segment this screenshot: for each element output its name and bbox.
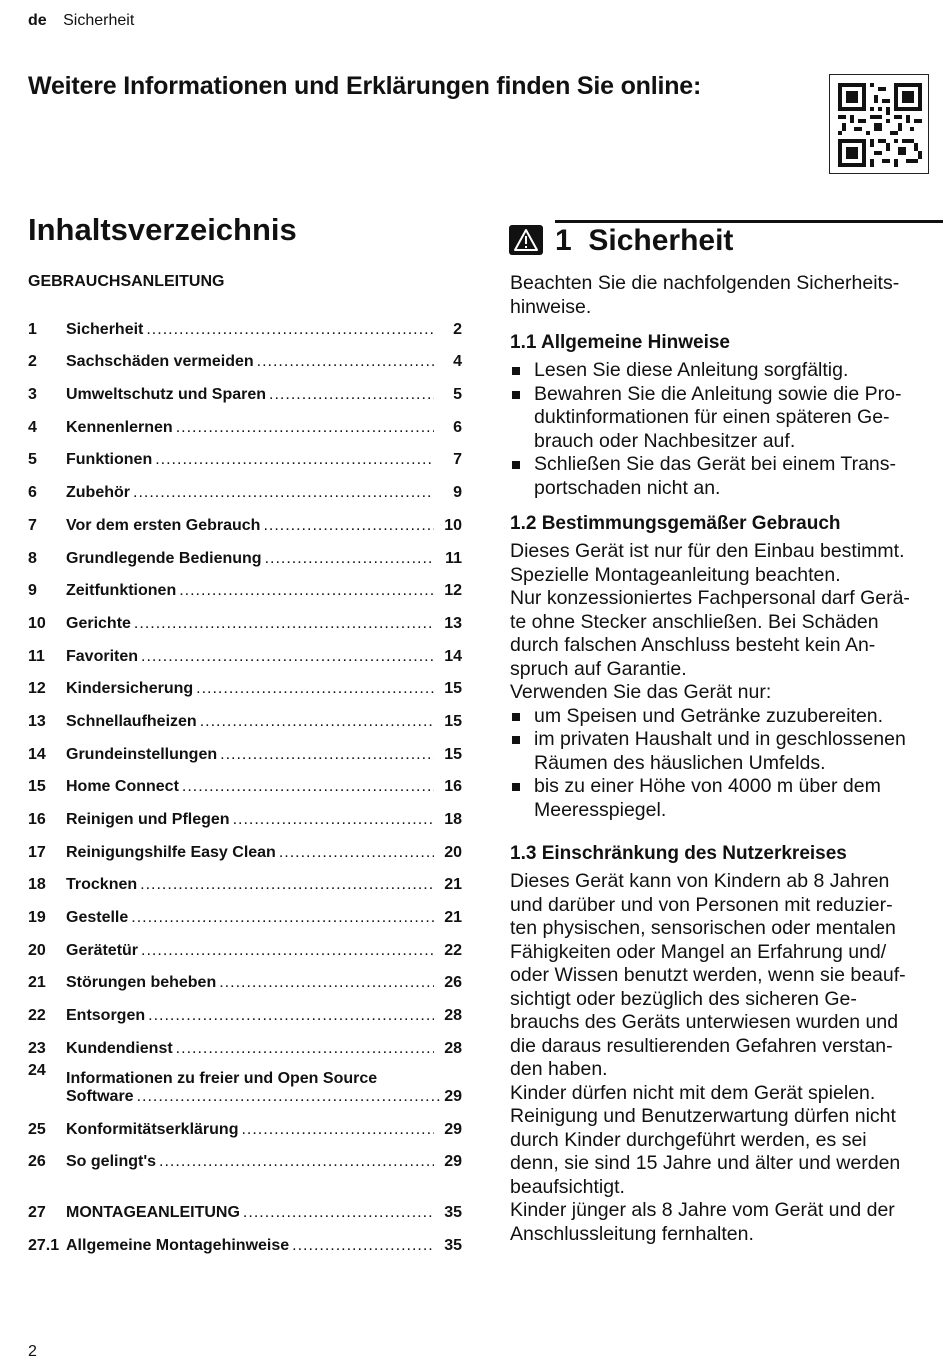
toc-entry[interactable] [28, 1222, 462, 1255]
toc-entry[interactable] [28, 764, 462, 797]
toc-entry-number: 27.1 [28, 1236, 60, 1254]
toc-entry-page: 6 [453, 418, 462, 436]
toc-entry[interactable] [28, 502, 462, 535]
toc-entry-number: 10 [28, 614, 46, 632]
toc-entry-page: 9 [453, 484, 462, 502]
toc-entry-page: 15 [444, 712, 462, 730]
toc-entry[interactable] [28, 1139, 462, 1172]
toc-entry-title: Zeitfunktionen [66, 582, 177, 600]
toc-entry-number: 5 [28, 451, 37, 469]
toc-entry-title: Grundeinstellungen [66, 745, 218, 763]
toc-entry-number: 16 [28, 811, 46, 828]
toc-leader-dots [176, 419, 434, 437]
toc-entry-title: Schnellaufheizen [66, 712, 197, 730]
toc-leader-dots [134, 615, 434, 633]
toc-entry-title: Sachschäden vermeiden [66, 353, 254, 371]
toc-entry-title-continued: Software [66, 1087, 134, 1105]
toc-entry-title: Trocknen [66, 876, 138, 894]
page-header [28, 12, 134, 30]
toc-entry-number: 8 [28, 549, 37, 567]
toc-entry-title: Störungen beheben [66, 974, 217, 992]
toc-entry-title: Gestelle [66, 909, 129, 927]
toc-leader-dots [141, 648, 434, 666]
paragraph: Nur konzessioniertes Fachpersonal darf Gerä- te ohne Stecker anschließen. Bei Schäden durch falschen Anschluss besteht kein An- spruch auf Garantie. [510, 587, 910, 680]
toc-entry[interactable] [28, 600, 462, 633]
toc-leader-dots [265, 550, 434, 568]
table-of-contents [28, 306, 462, 1255]
toc-entry[interactable] [28, 633, 462, 666]
subsection-title: 1.1 Allgemeine Hinweise [510, 332, 730, 353]
toc-leader-dots [196, 680, 434, 698]
toc-leader-dots [133, 484, 434, 502]
list-item: bis zu einer Höhe von 4000 m über dem Meeresspiegel. [510, 775, 940, 822]
paragraph: Dieses Gerät ist nur für den Einbau bestimmt. Spezielle Montageanleitung beachten. [510, 540, 905, 586]
toc-leader-dots [257, 353, 434, 371]
toc-entry-title: Reinigungshilfe Easy Clean [66, 843, 276, 861]
toc-leader-dots [137, 1088, 440, 1106]
toc-leader-dots [220, 746, 434, 764]
toc-entry-title: Funktionen [66, 451, 153, 469]
toc-entry-number: 17 [28, 843, 46, 861]
toc-leader-dots [263, 517, 434, 535]
toc-leader-dots [131, 909, 434, 927]
toc-entry[interactable] [28, 1025, 462, 1058]
toc-entry-number: 22 [28, 1007, 46, 1025]
toc-entry-page: 14 [444, 647, 462, 665]
toc-entry-title: Favoriten [66, 647, 139, 665]
list-item: Lesen Sie diese Anleitung sorgfältig. [510, 359, 940, 383]
toc-entry-page: 18 [444, 811, 462, 828]
toc-entry-number: 19 [28, 909, 46, 927]
toc-entry-page: 22 [444, 941, 462, 959]
warning-icon [509, 225, 543, 255]
toc-entry-title: So gelingt's [66, 1153, 157, 1171]
toc-entry-number: 9 [28, 582, 37, 600]
list-item: Bewahren Sie die Anleitung sowie die Pro- duktinformationen für einen späteren Ge- brauch oder Nachbesitzer auf. [510, 383, 940, 454]
toc-entry[interactable] [28, 894, 462, 927]
usage-list [510, 705, 940, 823]
toc-leader-dots [176, 1040, 434, 1058]
toc-entry-title: Home Connect [66, 778, 179, 796]
toc-leader-dots [140, 876, 434, 894]
toc-entry[interactable] [28, 371, 462, 404]
toc-entry[interactable] [28, 960, 462, 993]
toc-entry[interactable] [28, 796, 462, 829]
toc-entry-number: 20 [28, 941, 46, 959]
safety-section [510, 272, 940, 1246]
header-section: Sicherheit [63, 12, 135, 29]
toc-leader-dots [141, 942, 434, 960]
toc-leader-dots [200, 713, 434, 731]
toc-entry-title: Vor dem ersten Gebrauch [66, 516, 261, 534]
toc-entry-title: Kindersicherung [66, 680, 194, 698]
toc-entry-number: 27 [28, 1203, 46, 1221]
list-item: um Speisen und Getränke zuzubereiten. [510, 705, 940, 729]
toc-entry-title: Zubehör [66, 484, 130, 502]
toc-leader-dots [159, 1153, 434, 1171]
toc-entry-number: 3 [28, 386, 37, 404]
toc-leader-dots [292, 1237, 434, 1255]
toc-entry-title: Sicherheit [66, 320, 144, 338]
toc-entry[interactable] [28, 666, 462, 699]
toc-entry[interactable] [28, 927, 462, 960]
toc-entry-number: 1 [28, 320, 37, 338]
section-intro: Beachten Sie die nachfolgenden Sicherheits- hinweise. [510, 272, 900, 318]
toc-entry[interactable] [28, 339, 462, 372]
section-title: 1 Sicherheit [555, 224, 734, 257]
toc-leader-dots [182, 778, 434, 796]
toc-title: Inhaltsverzeichnis [28, 212, 297, 247]
toc-entry-number: 6 [28, 484, 37, 502]
toc-entry-page: 29 [444, 1087, 462, 1105]
section-rule [555, 220, 943, 223]
toc-entry-title: Konformitätserklärung [66, 1120, 239, 1138]
paragraph: Kinder dürfen nicht mit dem Gerät spielen. [510, 1081, 876, 1104]
toc-entry[interactable] [28, 1106, 462, 1139]
toc-entry[interactable] [28, 862, 462, 895]
toc-entry-number: 2 [28, 353, 37, 371]
paragraph: Verwenden Sie das Gerät nur: [510, 681, 772, 703]
online-info-headline: Weitere Informationen und Erklärungen finden Sie online: [28, 72, 702, 100]
toc-entry-page: 12 [444, 582, 462, 600]
toc-leader-dots [146, 321, 434, 339]
toc-entry-page: 10 [444, 516, 462, 534]
page-number: 2 [28, 1343, 37, 1360]
toc-entry[interactable] [28, 1189, 462, 1222]
toc-entry-page: 21 [444, 876, 462, 894]
toc-entry-page: 15 [444, 680, 462, 698]
qr-code-icon [838, 83, 922, 167]
paragraph: Reinigung und Benutzerwartung dürfen nicht durch Kinder durchgeführt werden, es sei denn, sie sind 15 Jahre und älter und werden beaufsichtigt. [510, 1105, 901, 1198]
toc-entry-title: Informationen zu freier und Open Source [66, 1069, 378, 1087]
toc-entry-number: 21 [28, 974, 46, 992]
toc-entry-number: 26 [28, 1153, 46, 1171]
toc-entry-number: 23 [28, 1039, 46, 1057]
toc-entry[interactable] [28, 992, 462, 1025]
toc-entry-page: 15 [444, 745, 462, 763]
subsection-title: 1.3 Einschränkung des Nutzerkreises [510, 843, 847, 864]
toc-entry-page: 29 [444, 1120, 462, 1138]
toc-entry-number: 15 [28, 778, 46, 796]
toc-entry-title: Gerätetür [66, 941, 139, 959]
toc-entry[interactable] [28, 731, 462, 764]
list-item: im privaten Haushalt und in geschlossenen Räumen des häuslichen Umfelds. [510, 728, 940, 775]
toc-entry[interactable] [28, 469, 462, 502]
toc-entry-page: 7 [453, 451, 462, 469]
toc-entry-number: 7 [28, 516, 37, 534]
toc-entry[interactable] [28, 306, 462, 339]
toc-entry-number: 14 [28, 745, 46, 763]
toc-entry-title: Gerichte [66, 614, 131, 632]
toc-entry-number: 18 [28, 876, 46, 894]
toc-entry-page: 28 [444, 1007, 462, 1025]
toc-leader-dots [148, 1007, 434, 1025]
toc-leader-dots [269, 386, 434, 404]
toc-entry-title: Entsorgen [66, 1007, 146, 1025]
toc-leader-dots [241, 1121, 434, 1139]
list-item: Schließen Sie das Gerät bei einem Trans- portschaden nicht an. [510, 453, 940, 500]
toc-entry-page: 35 [444, 1203, 462, 1221]
toc-entry-page: 29 [444, 1153, 462, 1171]
toc-entry[interactable] [28, 829, 462, 862]
language-code: de [28, 12, 47, 29]
toc-leader-dots [179, 582, 434, 600]
toc-entry-title: Kundendienst [66, 1039, 173, 1057]
toc-subtitle: GEBRAUCHSANLEITUNG [28, 273, 225, 290]
toc-entry-page: 26 [444, 974, 462, 992]
toc-entry-page: 11 [445, 549, 462, 567]
toc-entry-number: 25 [28, 1120, 46, 1138]
toc-entry-number: 13 [28, 712, 46, 730]
toc-entry[interactable] [28, 1058, 462, 1106]
toc-entry-page: 2 [453, 320, 462, 338]
toc-entry[interactable] [28, 698, 462, 731]
toc-entry-title: Grundlegende Bedienung [66, 549, 262, 567]
general-hints-list [510, 359, 940, 500]
toc-entry-title: Umweltschutz und Sparen [66, 386, 267, 404]
toc-entry-title: MONTAGEANLEITUNG [66, 1203, 240, 1221]
toc-entry-page: 21 [444, 909, 462, 927]
toc-entry[interactable] [28, 568, 462, 601]
paragraph: Dieses Gerät kann von Kindern ab 8 Jahren und darüber und von Personen mit reduzier- ten physischen, sensorischen oder mentalen Fähigkeiten oder Mangel an Erfahrung und/ oder Wissen benutzt werden, wenn sie beauf- sichtigt oder bezüglich des sicheren Ge- brauchs des Geräts unterwiesen wurden und die daraus resultierenden Gefahren verstan- den haben. [510, 870, 906, 1080]
toc-entry-page: 28 [444, 1039, 462, 1057]
toc-entry-page: 5 [453, 386, 462, 404]
toc-entry-page: 4 [453, 353, 462, 371]
paragraph: Kinder jünger als 8 Jahre vom Gerät und der Anschlussleitung fernhalten. [510, 1199, 895, 1245]
toc-leader-dots [155, 451, 434, 469]
toc-leader-dots [233, 811, 434, 829]
toc-entry-title: Allgemeine Montagehinweise [66, 1236, 290, 1254]
toc-entry-number: 12 [28, 680, 46, 698]
toc-leader-dots [219, 974, 434, 992]
qr-code [829, 74, 929, 174]
toc-entry[interactable] [28, 404, 462, 437]
toc-entry-title: Kennenlernen [66, 418, 173, 436]
toc-leader-dots [279, 844, 434, 862]
toc-leader-dots [243, 1204, 434, 1222]
toc-entry-number: 4 [28, 418, 37, 436]
toc-entry-page: 16 [444, 778, 462, 796]
subsection-title: 1.2 Bestimmungsgemäßer Gebrauch [510, 513, 841, 534]
toc-entry-number: 11 [28, 647, 45, 665]
toc-entry-number: 24 [28, 1061, 46, 1079]
toc-entry[interactable] [28, 437, 462, 470]
toc-entry[interactable] [28, 535, 462, 568]
toc-entry-title: Reinigen und Pflegen [66, 811, 230, 828]
toc-entry-page: 35 [444, 1236, 462, 1254]
toc-entry-page: 20 [444, 843, 462, 861]
toc-entry-page: 13 [444, 614, 462, 632]
